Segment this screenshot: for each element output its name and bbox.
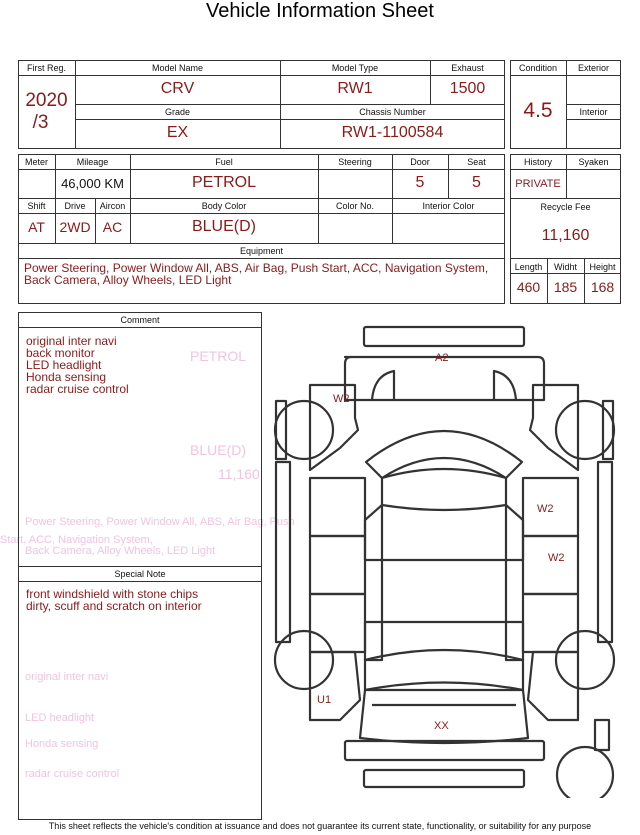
first-reg-month: /3 (32, 112, 49, 133)
history-value: PRIVATE (515, 178, 561, 190)
chassis-number-value: RW1-1100584 (341, 124, 444, 141)
label-drive: Drive (64, 201, 86, 211)
damage-mark-w2-right-rear: W2 (548, 552, 565, 564)
label-height: Height (589, 262, 616, 272)
label-length: Length (514, 262, 543, 272)
car-damage-diagram (270, 320, 632, 798)
special-note-line: front windshield with stone chips (26, 587, 199, 601)
recycle-fee-value: 11,160 (541, 227, 590, 244)
label-seat: Seat (467, 157, 486, 167)
label-fuel: Fuel (215, 157, 233, 167)
label-recycle-fee: Recycle Fee (540, 202, 591, 212)
damage-mark-w2-front-left: W2 (333, 393, 350, 405)
damage-mark-w2-right-door: W2 (537, 503, 554, 515)
grade-value: EX (166, 124, 189, 141)
drive-value: 2WD (59, 219, 91, 235)
equipment-line-2: Back Camera, Alloy Wheels, LED Light (24, 273, 232, 287)
height-value: 168 (590, 279, 615, 295)
ghost-text-7: original inter navi (25, 671, 109, 683)
label-syaken: Syaken (578, 157, 609, 167)
ghost-text-9: Honda sensing (25, 738, 99, 750)
label-meter: Meter (24, 157, 48, 167)
comment-line: LED headlight (26, 358, 102, 372)
label-model-type: Model Type (331, 63, 379, 73)
ghost-text-2: BLUE(D) (190, 442, 247, 458)
special-note-line: dirty, scuff and scratch on interior (26, 599, 202, 613)
equipment-line-1: Power Steering, Power Window All, ABS, Air Bag, Push Start, ACC, Navigation System, (24, 261, 489, 275)
ghost-text-8: LED headlight (25, 712, 95, 724)
model-name-value: CRV (160, 80, 195, 97)
label-model-name: Model Name (151, 63, 204, 73)
disclaimer: This sheet reflects the vehicle's condition at issuance and does not guarantee its current state, functionality, or suitability for any purpose (48, 821, 592, 831)
damage-mark-a2: A2 (435, 352, 449, 364)
width-value: 185 (553, 279, 578, 295)
label-interior-color: Interior Color (422, 201, 475, 211)
ghost-text-10: radar cruise control (25, 768, 120, 780)
label-special-note: Special Note (114, 569, 166, 579)
label-width: Widht (553, 262, 577, 272)
ghost-text-6: Back Camera, Alloy Wheels, LED Light (25, 545, 216, 557)
label-interior: Interior (579, 107, 608, 117)
label-exhaust: Exhaust (451, 63, 484, 73)
model-type-value: RW1 (337, 80, 373, 97)
comment-line: Honda sensing (26, 370, 107, 384)
mileage-value: 46,000 KM (61, 176, 124, 191)
sheet-title: Vehicle Information Sheet (206, 0, 434, 22)
comment-line: back monitor (26, 346, 95, 360)
shift-value: AT (28, 219, 45, 235)
label-mileage: Mileage (76, 157, 109, 167)
ghost-text-4: Power Steering, Power Window All, ABS, Air Bag, Push (25, 516, 295, 528)
label-equipment: Equipment (239, 246, 284, 256)
first-reg-year: 2020 (25, 90, 68, 111)
label-steering: Steering (338, 157, 372, 167)
label-body-color: Body Color (201, 201, 247, 211)
ghost-text-5: Start, ACC, Navigation System, (0, 534, 153, 546)
comment-line: original inter navi (26, 334, 117, 348)
damage-mark-u1: U1 (317, 694, 332, 706)
ghost-text-3: 11,160 (218, 466, 260, 482)
exhaust-value: 1500 (449, 80, 486, 97)
fuel-value: PETROL (191, 174, 256, 191)
condition-value: 4.5 (523, 99, 553, 122)
label-chassis-number: Chassis Number (359, 107, 426, 117)
label-grade: Grade (164, 107, 190, 117)
body-color-value: BLUE(D) (191, 218, 256, 235)
aircon-value: AC (102, 219, 123, 235)
label-aircon: Aircon (99, 201, 126, 211)
comment-line: radar cruise control (26, 382, 129, 396)
door-value: 5 (415, 174, 425, 191)
label-shift: Shift (27, 201, 46, 211)
damage-mark-xx: XX (434, 720, 449, 732)
seat-value: 5 (472, 174, 481, 191)
ghost-text-1: PETROL (190, 348, 247, 364)
label-first-reg: First Reg. (26, 63, 66, 73)
label-exterior: Exterior (577, 63, 609, 73)
label-condition: Condition (518, 63, 558, 73)
label-history: History (523, 157, 552, 167)
length-value: 460 (516, 279, 541, 295)
label-color-no: Color No. (335, 201, 374, 211)
label-door: Door (410, 157, 430, 167)
label-comment: Comment (120, 315, 160, 325)
